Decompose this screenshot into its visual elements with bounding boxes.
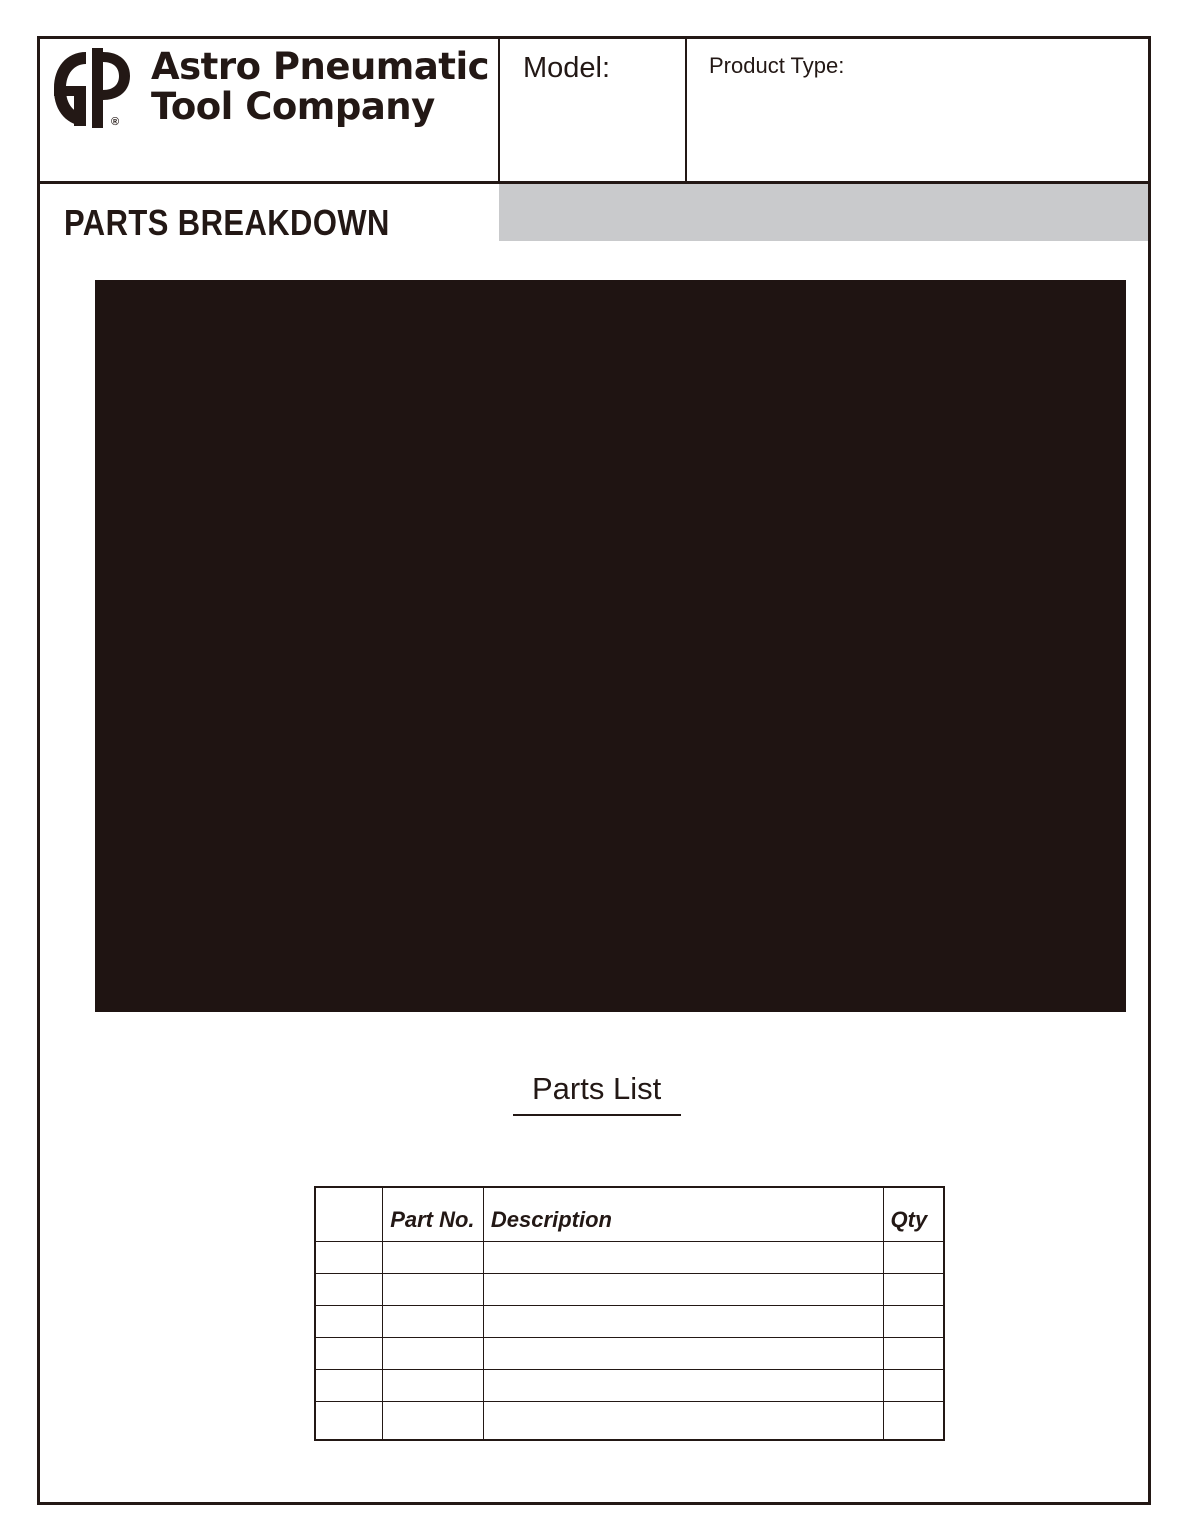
table-cell [315,1370,383,1402]
company-logo-icon [52,46,132,130]
table-cell [883,1306,944,1338]
table-cell [383,1274,484,1306]
table-cell [883,1274,944,1306]
table-cell [383,1306,484,1338]
table-row [315,1242,944,1274]
table-cell [383,1370,484,1402]
product-type-label: Product Type: [709,53,845,78]
title-band [499,184,1148,241]
table-cell [483,1402,883,1441]
table-cell [883,1402,944,1441]
table-cell [315,1338,383,1370]
parts-diagram [95,280,1126,1012]
table-cell [483,1338,883,1370]
table-cell [883,1338,944,1370]
table-cell [315,1242,383,1274]
table-header-row [315,1187,944,1242]
table-cell [483,1274,883,1306]
company-name-line2: Tool Company [151,85,435,128]
table-row [315,1306,944,1338]
col-qty-header: Qty [883,1187,944,1242]
table-row [315,1402,944,1441]
parts-breakdown-title: PARTS BREAKDOWN [64,202,390,243]
table-cell [483,1306,883,1338]
table-cell [315,1402,383,1441]
header-column-divider [498,36,500,183]
company-name-line1: Astro Pneumatic [151,45,490,88]
table-cell [383,1402,484,1441]
table-cell [483,1242,883,1274]
table-row [315,1370,944,1402]
model-label: Model: [523,52,611,84]
table-cell [883,1242,944,1274]
table-cell [383,1242,484,1274]
registered-mark: ® [111,116,120,128]
col-description-header: Description [483,1187,883,1242]
table-cell [883,1370,944,1402]
table-row [315,1274,944,1306]
col-part-no-header: Part No. [383,1187,484,1242]
parts-table [314,1186,945,1441]
table-cell [315,1306,383,1338]
table-cell [383,1338,484,1370]
table-cell [483,1370,883,1402]
parts-list-title: Parts List [532,1071,662,1106]
table-cell [315,1274,383,1306]
col-index-header [315,1187,383,1242]
table-row [315,1338,944,1370]
header-column-divider [685,36,687,183]
parts-list-underline [513,1114,681,1116]
